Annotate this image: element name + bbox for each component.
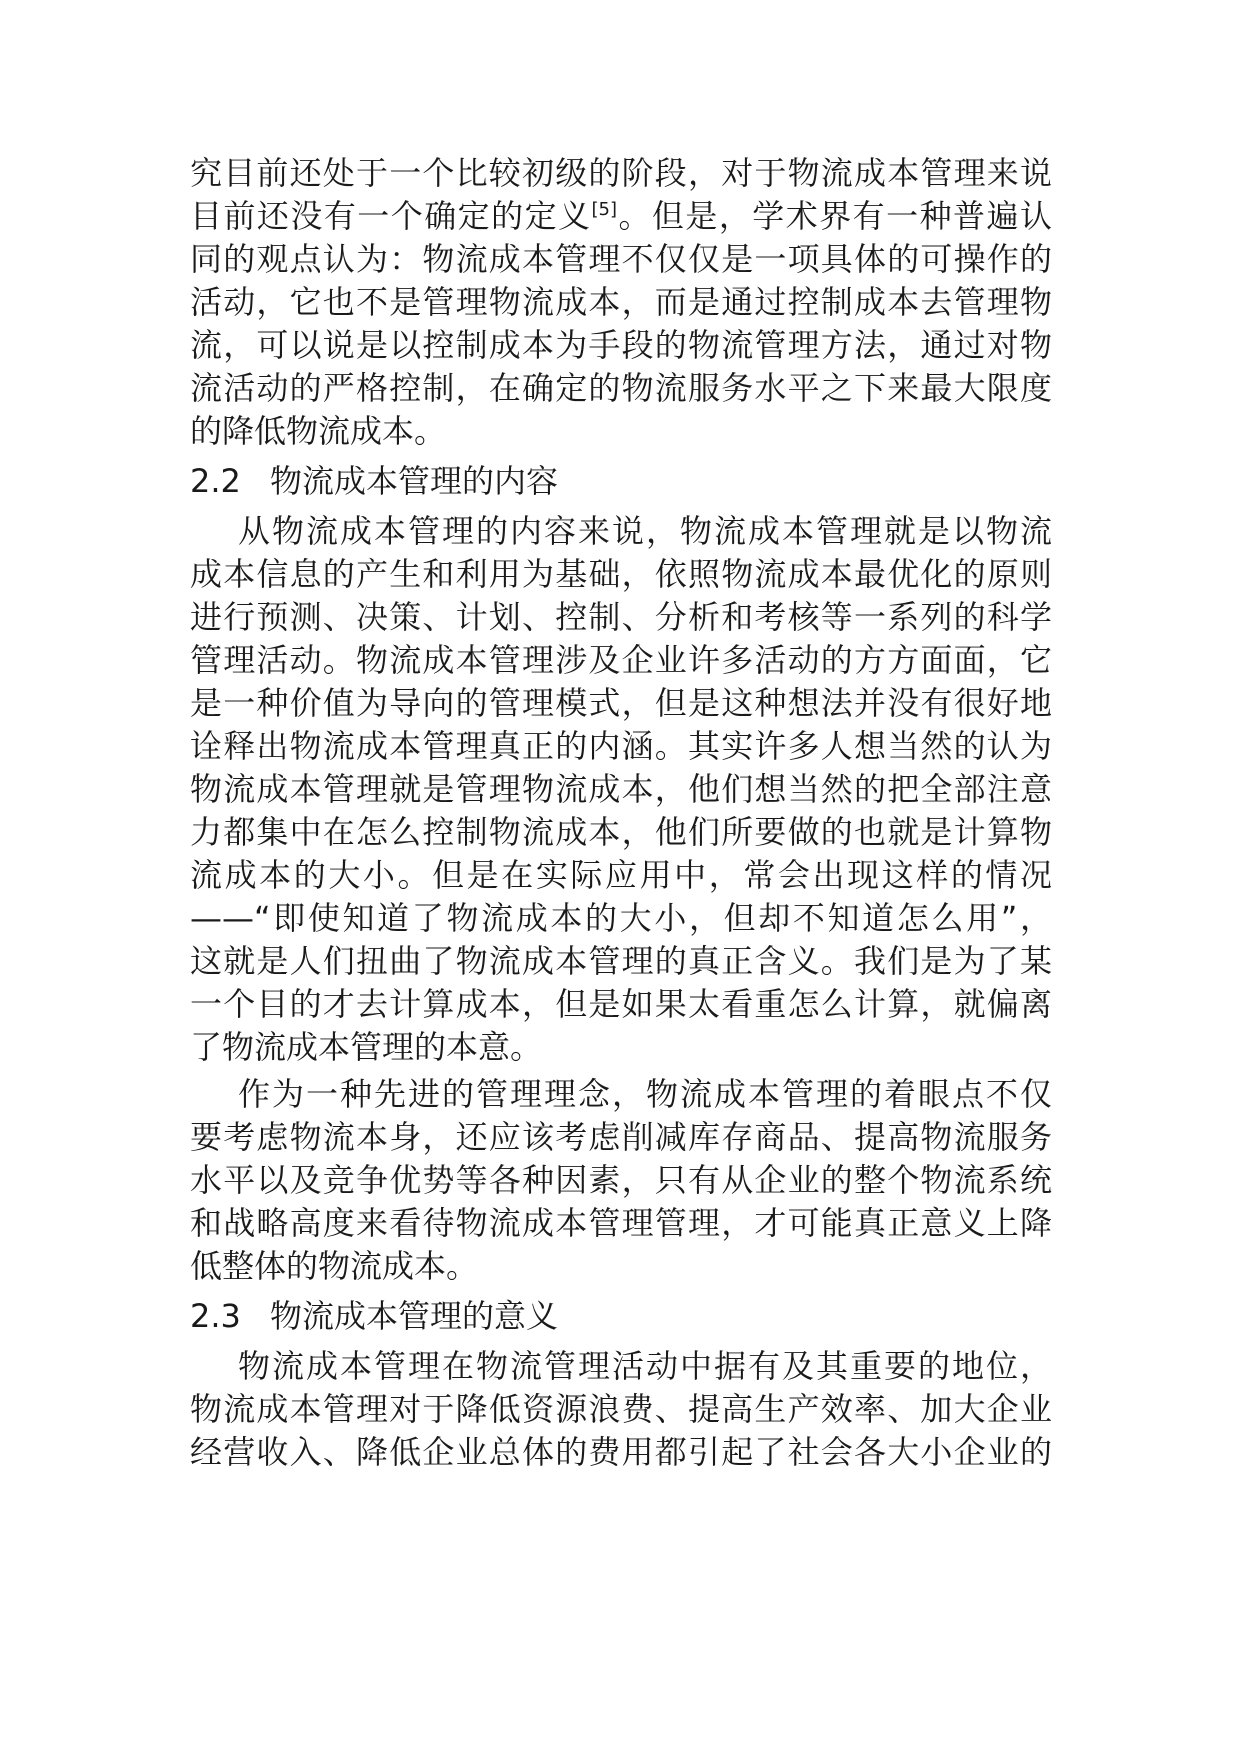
- text-segment: 目前还没有一个确定的定义: [190, 197, 592, 235]
- citation-marker[interactable]: [5]: [591, 199, 618, 220]
- text-line: 诠释出物流成本管理真正的内涵。其实许多人想当然的认为: [190, 727, 1052, 765]
- text-line: [190, 195, 1052, 238]
- text-line: 流，可以说是以控制成本为手段的物流管理方法，通过对物: [190, 326, 1052, 364]
- text-line: 作为一种先进的管理理念，物流成本管理的着眼点不仅: [238, 1075, 1052, 1113]
- text-line: 同的观点认为：物流成本管理不仅仅是一项具体的可操作的: [190, 240, 1052, 278]
- text-segment: 。但是，学术界有一种普遍认: [617, 197, 1052, 235]
- text-line: 物流成本管理对于降低资源浪费、提高生产效率、加大企业: [190, 1390, 1052, 1428]
- section-title: 物流成本管理的内容: [270, 462, 559, 500]
- text-line: ——“即使知道了物流成本的大小，但却不知道怎么用”，: [190, 899, 1052, 937]
- text-line: 物流成本管理在物流管理活动中据有及其重要的地位，: [238, 1347, 1052, 1385]
- section-heading-2-2: [190, 460, 1052, 503]
- text-line: 管理活动。物流成本管理涉及企业许多活动的方方面面，它: [190, 641, 1052, 679]
- paragraph-concept: [190, 1073, 1052, 1288]
- text-line: 流活动的严格控制，在确定的物流服务水平之下来最大限度: [190, 369, 1052, 407]
- text-line: 经营收入、降低企业总体的费用都引起了社会各大小企业的: [190, 1433, 1052, 1471]
- section-number: 2.2: [190, 462, 241, 500]
- text-line: 低整体的物流成本。: [190, 1247, 479, 1285]
- text-line: 从物流成本管理的内容来说，物流成本管理就是以物流: [238, 512, 1052, 550]
- text-line: 一个目的才去计算成本，但是如果太看重怎么计算，就偏离: [190, 985, 1052, 1023]
- text-line: 了物流成本管理的本意。: [190, 1028, 543, 1066]
- text-line: 要考虑物流本身，还应该考虑削减库存商品、提高物流服务: [190, 1118, 1052, 1156]
- text-line: 流成本的大小。但是在实际应用中，常会出现这样的情况: [190, 856, 1052, 894]
- section-number: 2.3: [190, 1297, 241, 1335]
- paragraph-significance: [190, 1345, 1052, 1474]
- text-line: 力都集中在怎么控制物流成本，他们所要做的也就是计算物: [190, 813, 1052, 851]
- text-line: 物流成本管理就是管理物流成本，他们想当然的把全部注意: [190, 770, 1052, 808]
- text-line: 进行预测、决策、计划、控制、分析和考核等一系列的科学: [190, 598, 1052, 636]
- text-line: 成本信息的产生和利用为基础，依照物流成本最优化的原则: [190, 555, 1052, 593]
- text-line: 这就是人们扭曲了物流成本管理的真正含义。我们是为了某: [190, 942, 1052, 980]
- text-line: 的降低物流成本。: [190, 412, 447, 450]
- text-line: 活动，它也不是管理物流成本，而是通过控制成本去管理物: [190, 283, 1052, 321]
- text-line: 究目前还处于一个比较初级的阶段，对于物流成本管理来说: [190, 154, 1052, 192]
- paragraph-content: [190, 510, 1052, 1069]
- section-heading-2-3: [190, 1295, 1052, 1338]
- text-line: 和战略高度来看待物流成本管理管理，才可能真正意义上降: [190, 1204, 1052, 1242]
- document-page: [190, 152, 1052, 1474]
- paragraph-definition: [190, 152, 1052, 453]
- text-line: 水平以及竞争优势等各种因素，只有从企业的整个物流系统: [190, 1161, 1052, 1199]
- text-line: 是一种价值为导向的管理模式，但是这种想法并没有很好地: [190, 684, 1052, 722]
- section-title: 物流成本管理的意义: [270, 1297, 559, 1335]
